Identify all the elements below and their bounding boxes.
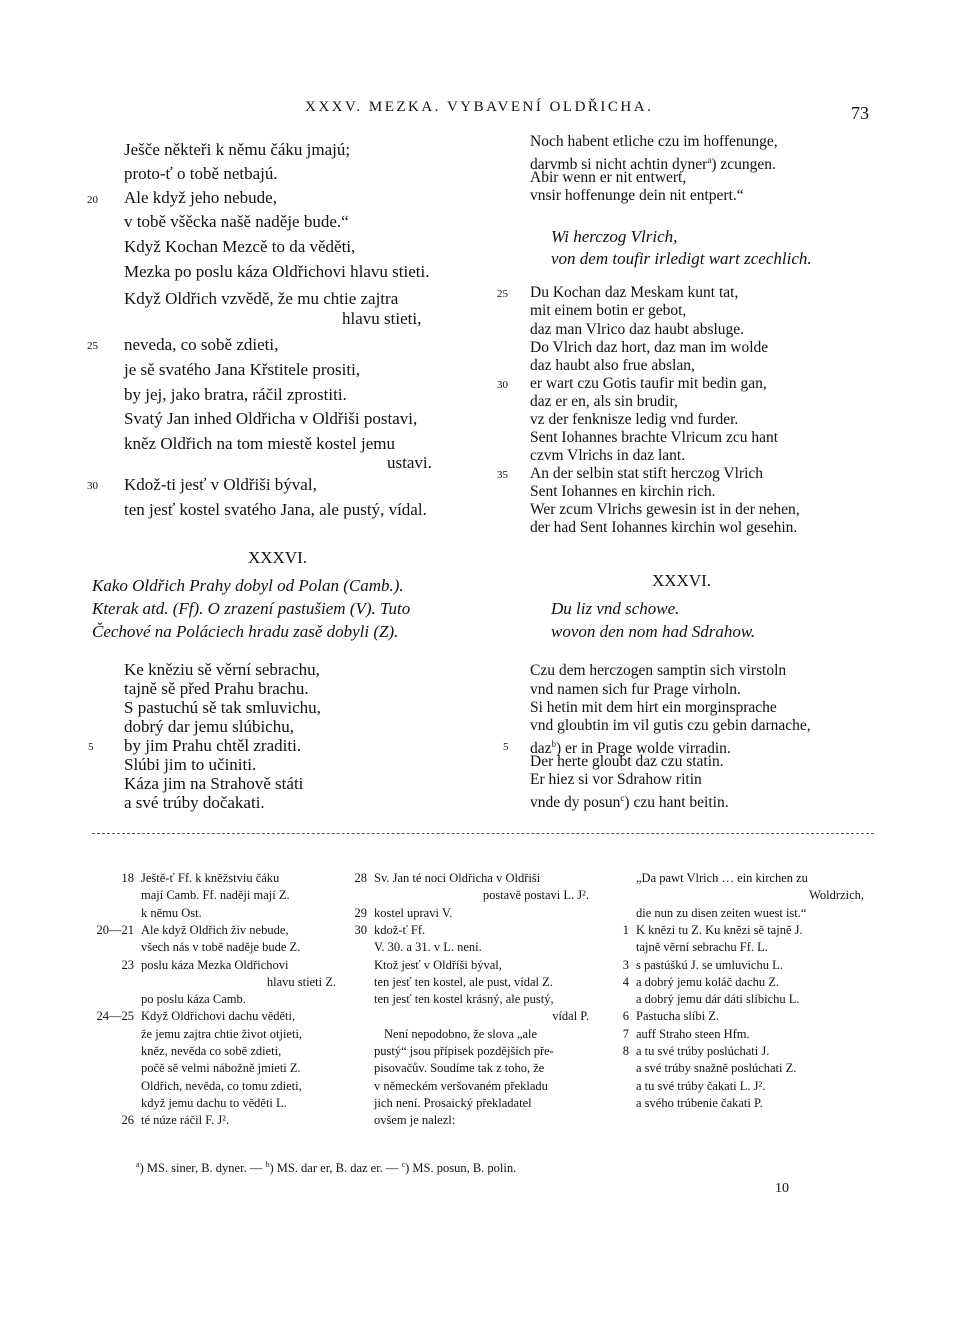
- verse-line: by jej, jako bratra, ráčil zprostiti.: [124, 385, 347, 404]
- verse-line: v tobě všěcka našě naděje bude.“: [124, 212, 349, 231]
- footnote-text: ten jesť ten kostel krásný, ale pustý,: [374, 992, 554, 1007]
- footnote-text: kdož-ť Ff.: [374, 922, 426, 937]
- footnote-text: die nun zu disen zeiten wuest ist.“: [636, 905, 807, 920]
- footnote-text: poslu káza Mezka Oldřichovi: [141, 957, 289, 972]
- footnote-text: Ktož jesť v Oldříši býval,: [374, 957, 502, 972]
- verse-line: darvmb si nicht achtin dyner$^a$) zcungen.: [530, 155, 776, 174]
- footnote-text: té núze ráčil F. J².: [141, 1113, 230, 1128]
- footnote-text: ten jesť ten kostel, ale pust, vídal Z.: [374, 974, 553, 989]
- footnote-ref-number: 1: [622, 922, 629, 937]
- section-title-line: wovon den nom had Sdrahow.: [551, 622, 756, 641]
- verse-line: daz er en, als sin brudir,: [530, 393, 678, 410]
- verse-line: a své trúby dočakati.: [124, 793, 265, 812]
- footnote-text: s pastúškú J. se umluvichu L.: [636, 957, 783, 972]
- footnote-text: Pastucha slíbi Z.: [636, 1009, 719, 1024]
- verse-line: Wer zcum Vlrichs gewesin ist in der nehen,: [530, 501, 800, 518]
- line-number: 35: [497, 469, 508, 481]
- signature-mark: 10: [775, 1181, 789, 1196]
- verse-line: kněz Oldřich na tom miestě kostel jemu: [124, 434, 395, 453]
- footnote-text: auff Straho steen Hfm.: [636, 1026, 750, 1041]
- footnote-ref-number: 26: [121, 1113, 134, 1128]
- footnote-text: v německém veršovaném překladu: [374, 1078, 548, 1093]
- footnote-text: počě sě velmi nábožně jmieti Z.: [141, 1061, 301, 1076]
- page-number: 73: [851, 103, 869, 123]
- footnote-text: všech nás v tobě naděje bude Z.: [141, 940, 301, 955]
- footnote-text: k němu Ost.: [141, 905, 202, 920]
- section-title-line: Čechové na Poláciech hradu zasě dobyli (Z).: [92, 622, 399, 641]
- verse-line: vnde dy posun$^c$) czu hant beitin.: [530, 793, 729, 812]
- footnote-text: Woldrzich,: [809, 888, 864, 903]
- footnote-text: a dobrý jemu koláč dachu Z.: [636, 974, 780, 989]
- footnote-text: K knězi tu Z. Ku knězi sě tajně J.: [636, 922, 803, 937]
- verse-line: Ale když jeho nebude,: [124, 188, 277, 207]
- footnote-mark: a: [707, 155, 712, 165]
- footnote-ref-number: 23: [121, 957, 134, 972]
- footnote-ref-number: 18: [121, 871, 134, 885]
- footnote-text: Ale když Oldřich živ nebude,: [141, 922, 289, 937]
- verse-line: daz$^b$) er in Prage wolde virradin.: [530, 739, 731, 758]
- verse-line: Czu dem herczogen samptin sich virstoln: [530, 662, 787, 679]
- verse-line: vnd namen sich fur Prage virholn.: [530, 681, 741, 698]
- verse-line: mit einem botin er gebot,: [530, 302, 687, 319]
- footnote-ref-number: 4: [622, 974, 629, 989]
- footnote-text: postavě postavi L. J².: [482, 888, 589, 903]
- line-number: 30: [497, 379, 508, 391]
- footnote-text: vídal P.: [552, 1009, 589, 1024]
- footnote-ref-number: 8: [622, 1044, 629, 1058]
- footnote-text: a dobrý jemu dár dáti slíbichu L.: [636, 992, 800, 1007]
- footnote-text: hlavu stieti Z.: [266, 974, 336, 989]
- line-number: 25: [87, 340, 98, 352]
- verse-line: daz haubt also frue abslan,: [530, 357, 695, 374]
- verse-line: Si hetin mit dem hirt ein morginsprache: [530, 699, 777, 716]
- footnote-ref-number: 6: [622, 1009, 629, 1024]
- footnote-ref-number: 28: [354, 871, 367, 885]
- footnote-text: Když Oldřichovi dachu věděti,: [141, 1009, 296, 1024]
- footnote-ref-number: 24—25: [96, 1009, 134, 1024]
- footnote-ref-number: 7: [622, 1026, 629, 1041]
- running-header: XXXV. MEZKA. VYBAVENÍ OLDŘICHA.: [305, 99, 654, 115]
- verse-line: czvm Vlrichs in daz lant.: [530, 447, 686, 464]
- footnote-text: když jemu dachu to věděti L.: [141, 1095, 287, 1110]
- verse-line-cont: ustavi.: [387, 453, 432, 472]
- verse-line: Sent Iohannes en kirchin rich.: [530, 483, 716, 500]
- footnote-text: kněz, nevěda co sobě zdieti,: [141, 1044, 282, 1058]
- verse-line: Sent Iohannes brachte Vlricum zcu hant: [530, 429, 779, 446]
- section-number: XXXVI.: [652, 571, 712, 590]
- section-title-line: Kterak atd. (Ff). O zrazení pastušiem (V). Tuto: [92, 599, 411, 618]
- verse-line: vnsir hoffenunge dein nit entpert.“: [530, 187, 744, 204]
- footnote-text: Oldřich, nevěda, co tomu zdieti,: [141, 1078, 302, 1093]
- verse-line: Mezka po poslu káza Oldřichovi hlavu stieti.: [124, 262, 430, 281]
- verse-line: Do Vlrich daz hort, daz man im wolde: [530, 339, 769, 356]
- line-number: 25: [497, 288, 508, 300]
- verse-line: vnd gloubtin im vil gutis czu gebin darnache,: [530, 717, 811, 734]
- footnote-text: že jemu zajtra chtie život otjieti,: [141, 1026, 303, 1041]
- line-number: 5: [88, 741, 94, 753]
- footnote-mark: b: [551, 739, 557, 749]
- verse-line: der had Sent Iohannes kirchin wol gesehin.: [530, 519, 798, 536]
- section-title-line: Kako Oldřich Prahy dobyl od Polan (Camb.).: [92, 576, 404, 595]
- line-number: 5: [503, 741, 509, 753]
- verse-line: Der herte gloubt daz czu statin.: [530, 753, 724, 770]
- verse-line-cont: hlavu stieti,: [342, 309, 422, 328]
- footnote-text: Není nepodobno, že slova „ale: [384, 1026, 538, 1041]
- footnote-text: ovšem je nalezl:: [374, 1113, 456, 1128]
- verse-line: Kdož-ti jesť v Oldřiši býval,: [124, 475, 317, 494]
- verse-line: Er hiez si vor Sdrahow ritin: [530, 771, 702, 788]
- footnote-text: Sv. Jan té noci Oldřicha v Oldřiši: [374, 871, 541, 885]
- line-number: 20: [87, 194, 98, 206]
- manuscript-note: $^a$) MS. siner, B. dyner. — $^b$) MS. dar er, B. daz er. — $^c$) MS. posun, B. polin.: [136, 1160, 517, 1176]
- verse-line: daz man Vlrico daz haubt absluge.: [530, 321, 745, 338]
- line-number: 30: [87, 480, 98, 492]
- footnote-text: V. 30. a 31. v L. není.: [374, 940, 482, 955]
- verse-line: Svatý Jan inhed Oldřicha v Oldřiši postavi,: [124, 409, 418, 428]
- verse-line: dobrý dar jemu slúbichu,: [124, 717, 294, 736]
- section-heading: Wi herczog Vlrich,: [551, 227, 678, 246]
- verse-line: Když Kochan Mezcě to da věděti,: [124, 237, 356, 256]
- footnote-text: tajně věrní sebrachu Ff. L.: [636, 940, 768, 955]
- verse-line: Když Oldřich vzvědě, že mu chtie zajtra: [124, 289, 399, 308]
- section-heading: von dem toufir irledigt wart zcechlich.: [551, 249, 812, 268]
- verse-line: Slúbi jim to učiniti.: [124, 755, 257, 774]
- footnote-ref-number: 3: [622, 957, 629, 972]
- footnote-text: a svého trúbenie čakati P.: [636, 1095, 763, 1110]
- footnote-text: Ještě-ť Ff. k kněžstviu čáku: [141, 871, 280, 885]
- footnote-ref-number: 29: [354, 905, 367, 920]
- footnote-text: pustý“ jsou přípisek pozdějších pře-: [374, 1044, 554, 1058]
- footnote-ref-number: 20—21: [96, 922, 134, 937]
- verse-line: Ke kněziu sě věrní sebrachu,: [124, 660, 320, 679]
- verse-line: S pastuchú sě tak smluvichu,: [124, 698, 321, 717]
- footnote-mark: c: [620, 793, 625, 803]
- verse-line: Abir wenn er nit entwert,: [530, 169, 687, 186]
- footnote-text: kostel upravi V.: [374, 905, 453, 920]
- verse-line: Ješče někteři k němu čáku jmajú;: [124, 140, 351, 159]
- verse-line: vz der fenknisze ledig vnd furder.: [530, 411, 739, 428]
- verse-line: Noch habent etliche czu im hoffenunge,: [530, 133, 778, 150]
- verse-line: je sě svatého Jana Křstitele prositi,: [124, 360, 361, 379]
- footnote-divider: [92, 833, 874, 834]
- footnote-text: pisovačův. Soudíme tak z toho, že: [374, 1061, 545, 1076]
- footnote-ref-number: 30: [354, 922, 367, 937]
- verse-line: neveda, co sobě zdieti,: [124, 335, 279, 354]
- footnote-text: „Da pawt Vlrich … ein kirchen zu: [636, 871, 808, 885]
- verse-line: Káza jim na Strahově státi: [124, 774, 304, 793]
- section-title-line: Du liz vnd schowe.: [551, 599, 680, 618]
- footnote-text: po poslu káza Camb.: [141, 992, 246, 1007]
- verse-line: er wart czu Gotis taufir mit bedin gan,: [530, 375, 767, 392]
- footnote-text: a své trúby snažně poslúchati Z.: [636, 1061, 797, 1076]
- footnote-text: a tu své trúby poslúchati J.: [636, 1044, 770, 1058]
- footnote-text: mají Camb. Ff. naději mají Z.: [141, 888, 290, 903]
- verse-line: by jim Prahu chtěl zraditi.: [124, 736, 302, 755]
- verse-line: Du Kochan daz Meskam kunt tat,: [530, 284, 739, 301]
- verse-line: ten jesť kostel svatého Jana, ale pustý, vídal.: [124, 500, 427, 519]
- verse-line: An der selbin stat stift herczog Vlrich: [530, 465, 764, 482]
- footnote-text: jich není. Prosaický překladatel: [374, 1095, 532, 1110]
- footnote-text: a tu své trúby čakati L. J².: [636, 1078, 766, 1093]
- verse-line: tajně sě před Prahu brachu.: [124, 679, 309, 698]
- section-number: XXXVI.: [248, 548, 308, 567]
- verse-line: proto-ť o tobě netbajú.: [124, 164, 278, 183]
